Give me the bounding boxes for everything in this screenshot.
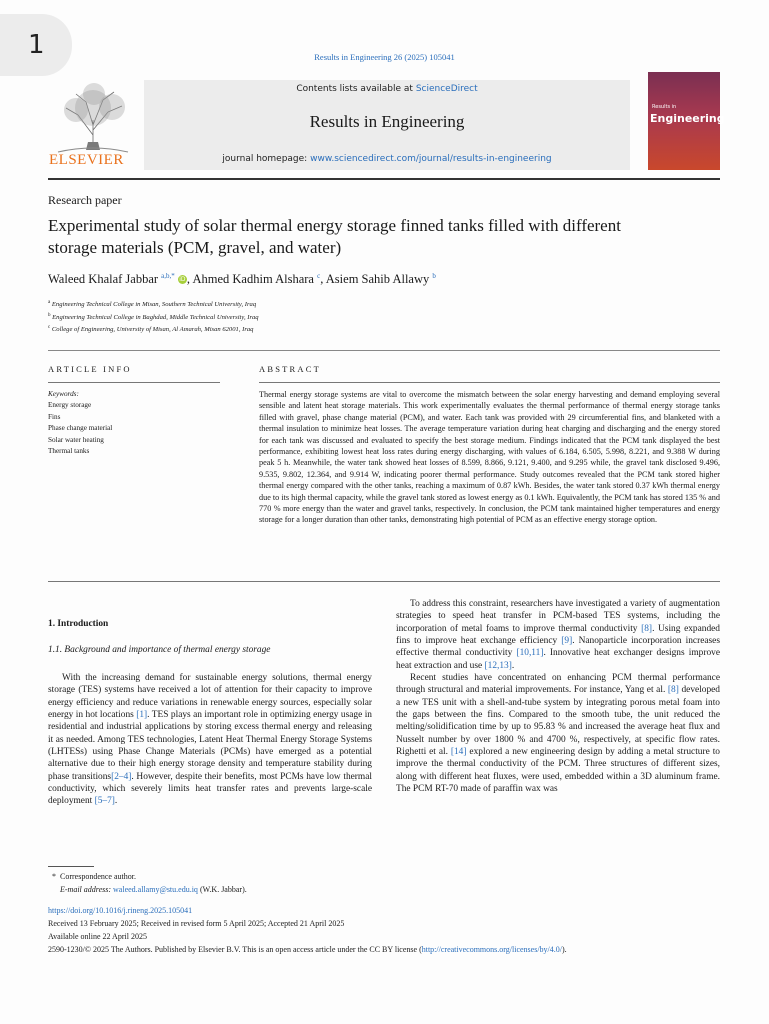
citation-link[interactable]: [1] <box>136 710 148 721</box>
available-online: Available online 22 April 2025 <box>48 932 147 941</box>
affiliation-mark: b <box>48 312 51 318</box>
citation-link[interactable]: [9] <box>561 636 573 647</box>
homepage-line <box>144 154 630 164</box>
text-run: To address this constraint, researchers have investigated a variety of augmentation strategies to speed heat transfer in PCM-based TES systems, including the incorporation of metal foams to improve thermal conductivity <box>396 599 720 634</box>
email-line <box>52 883 247 896</box>
citation-link[interactable]: [14] <box>450 747 467 758</box>
citation-link[interactable]: [8] <box>667 685 679 696</box>
affiliation-item <box>48 298 259 311</box>
keywords-label: Keywords: <box>48 390 79 398</box>
article-footer <box>48 904 728 956</box>
keyword-item: Solar water heating <box>48 435 104 444</box>
keyword-item: Energy storage <box>48 401 92 410</box>
text-run: . Innovative heat exchanger designs improve heat extraction and use <box>396 648 720 671</box>
article-info-heading: ARTICLE INFO <box>48 364 132 374</box>
footnote-mark: * <box>52 872 56 881</box>
license-prefix: 2590-1230/© 2025 The Authors. Published by Elsevier B.V. This is an open access article under the CC BY license ( <box>48 945 422 954</box>
text-run: . Using expanded fins to improve heat exchange efficiency <box>396 623 720 647</box>
affiliation-text: College of Engineering, University of Misan, Al Amarah, Misan 62001, Iraq <box>51 326 254 334</box>
received-dates: Received 13 February 2025; Received in revised form 5 April 2025; Accepted 21 April 2025 <box>48 919 345 928</box>
author-name[interactable]: Asiem Sahib Allawy <box>325 272 430 287</box>
author-email-link[interactable]: waleed.allamy@stu.edu.iq <box>113 885 198 894</box>
citation-link[interactable]: [12,13] <box>484 660 512 671</box>
article-type: Research paper <box>48 193 122 207</box>
footnote <box>52 870 247 896</box>
abstract-bottom-rule <box>48 581 720 582</box>
masthead-rule <box>48 178 720 180</box>
affiliation-text: Engineering Technical College in Baghdad, Middle Technical University, Iraq <box>52 313 259 321</box>
email-suffix: (W.K. Jabbar). <box>199 885 247 894</box>
section-heading: 1. Introduction <box>48 619 109 629</box>
author-name[interactable]: Waleed Khalaf Jabbar <box>48 272 159 287</box>
abstract-rule <box>259 382 720 383</box>
text-run: Recent studies have concentrated on enhancing PCM thermal performance through structural and material improvements. For instance, Yang et al. <box>396 673 720 696</box>
citation-link[interactable]: [5–7] <box>94 796 115 807</box>
text-run: . Nanoparticle incorporation increases effective thermal conductivity <box>396 636 720 659</box>
body-paragraph <box>396 672 720 795</box>
article-info-rule <box>48 382 220 383</box>
author-affil-mark[interactable]: a,b,* <box>161 272 175 280</box>
contents-line <box>144 84 630 94</box>
license-link[interactable]: http://creativecommons.org/licenses/by/4.0/ <box>421 945 563 954</box>
subsection-heading: 1.1. Background and importance of thermal energy storage <box>48 645 271 655</box>
running-head[interactable]: Results in Engineering 26 (2025) 105041 <box>314 52 455 62</box>
doi-link[interactable]: https://doi.org/10.1016/j.rineng.2025.105041 <box>48 906 193 915</box>
abstract-text: Thermal energy storage systems are vital to overcome the mismatch between the solar energy harvesting and demand employing several sensible and latent heat storage materials. This work experimentally evaluates the thermal performance of thermal energy storage tanks filled with gravel, phase change material (PCM), and water. Each tank was provided with 29 circumferential fins, and blanketed with a thermal insulation to minimize heat losses. The average temperature variation during heat charging and discharging and the energy stored for each tank was discussed and evaluated to specify the best storage medium. Findings indicated that the PCM tank displayed the best performance, exhibiting lowest heat loss rates during energy discharging, with values of 6.184, 6.505, 5.998, 8.221, and 9.388 W during peak 5 h. Meanwhile, the water tank showed heat losses of 8.599, 8.866, 9.121, 9.400, and 9.295 while, the gravel tank disclosed 9.496, 9.535, 9.802, 12.364, and 9.914 W, indicating poorer thermal performance. Study outcomes revealed that the PCM tank stored higher thermal energy compared with the other tanks, reaching a maximum of 0.87 kWh. Besides, the water tank stored 0.37 kWh thermal energy due to its high thermal capacity, while the gravel tank stored as lowest energy as 0.1 kWh. Equivalently, the PCM tank has stored 135 % and 770 % more energy than the water and gravel tanks, respectively. In conclusion, the PCM tank maintained higher temperatures and energy storage for a longer duration than other tanks, demonstrating high potential of PCM as an effective energy storage option. <box>259 390 720 525</box>
orcid-icon[interactable]: iD <box>179 276 186 284</box>
body-paragraph <box>396 598 720 672</box>
page-number: 1 <box>28 30 45 60</box>
title-block-rule <box>48 350 720 351</box>
journal-homepage-link[interactable]: www.sciencedirect.com/journal/results-in-engineering <box>310 154 552 164</box>
citation-link[interactable]: [8] <box>641 623 653 634</box>
body-paragraph <box>48 672 372 808</box>
text-run: . TES plays an important role in optimizing energy usage in residential and industrial applications by storing excess thermal energy and releasing it as needed. Among TES technologies, Latent Heat Thermal Energy Storage Systems (LHTESs) using Phase Change Materials (PCMs) have emerged as a potential alternative due to their high energy storage density and temperature stability during phase transitions <box>48 710 372 782</box>
text-run: . However, despite their benefits, most PCMs have low thermal conductivity, which severely limits heat transfer rates and prevents large-scale deployment <box>48 771 372 807</box>
affiliation-item <box>48 311 259 324</box>
homepage-prefix: journal homepage: <box>222 154 311 164</box>
elsevier-wordmark: ELSEVIER <box>49 152 124 168</box>
author-list: Waleed Khalaf Jabbar $^{a,b,*}$ iD, Ahmed Kadhim Alshara $^c$, Asiem Sahib Allawy $^b$ <box>48 272 436 287</box>
article-title: Experimental study of solar thermal energy storage finned tanks filled with different storage materials (PCM, gravel, and water) <box>48 216 621 257</box>
affiliation-mark: a <box>48 300 51 305</box>
keyword-item: Phase change material <box>48 424 113 433</box>
footnote-rule <box>48 866 94 867</box>
keyword-item: Thermal tanks <box>48 447 90 456</box>
text-run: . <box>114 796 118 807</box>
email-label: E-mail address: <box>60 885 112 894</box>
sciencedirect-link[interactable]: ScienceDirect <box>415 84 478 94</box>
contents-prefix: Contents lists available at <box>296 84 416 94</box>
affiliation-item <box>48 323 259 336</box>
license-suffix: ). <box>562 945 567 954</box>
abstract-heading: ABSTRACT <box>259 364 321 374</box>
text-run: explored a new engineering design by adding a metal structure to improve the thermal conductivity of the PCM. Three structures of different sizes, along with different heat fluxes, were used, embedded within a 3D aluminum frame. The PCM RT-70 made of paraffin wax was <box>396 747 720 795</box>
author-name[interactable]: Ahmed Kadhim Alshara <box>192 272 314 287</box>
cover-title: Engineering <box>650 112 725 125</box>
text-run: . <box>511 660 515 671</box>
cover-small-text: Results in <box>652 104 677 110</box>
text-run: With the increasing demand for sustainable energy solutions, thermal energy storage (TES) systems have received a lot of attention for their capacity to improve energy efficiency and reduce variations in renewable energy sources, especially solar energy in hot locations <box>48 673 372 721</box>
citation-link[interactable]: [2–4] <box>111 771 132 782</box>
affiliations <box>48 298 259 336</box>
journal-title: Results in Engineering <box>309 112 465 131</box>
affiliation-text: Engineering Technical College in Misan, Southern Technical University, Iraq <box>51 301 257 309</box>
license-line <box>48 943 728 956</box>
keyword-item: Fins <box>48 412 61 421</box>
affiliation-mark: c <box>48 325 51 331</box>
keywords-block <box>48 389 112 457</box>
correspondence-note <box>52 870 247 883</box>
author-affil-mark[interactable]: c <box>317 272 321 280</box>
correspondence-label: Correspondence author. <box>60 872 136 881</box>
text-run: developed a new TES unit with a shell-and-tube system by integrating porous metal foam into the gaps between the fins. Compared to the smooth tube, the unit reduced the melting/solidification time by up to 95.83 % and increased the average heat flux and Nusselt number by over 1800 % and 4700 %, respectively, at specific flow rates. Righetti et al. <box>396 685 720 758</box>
page-number-tab <box>0 14 72 76</box>
right-column <box>396 598 720 796</box>
author-affil-mark[interactable]: b <box>432 272 436 280</box>
citation-link[interactable]: [10,11] <box>516 648 544 659</box>
